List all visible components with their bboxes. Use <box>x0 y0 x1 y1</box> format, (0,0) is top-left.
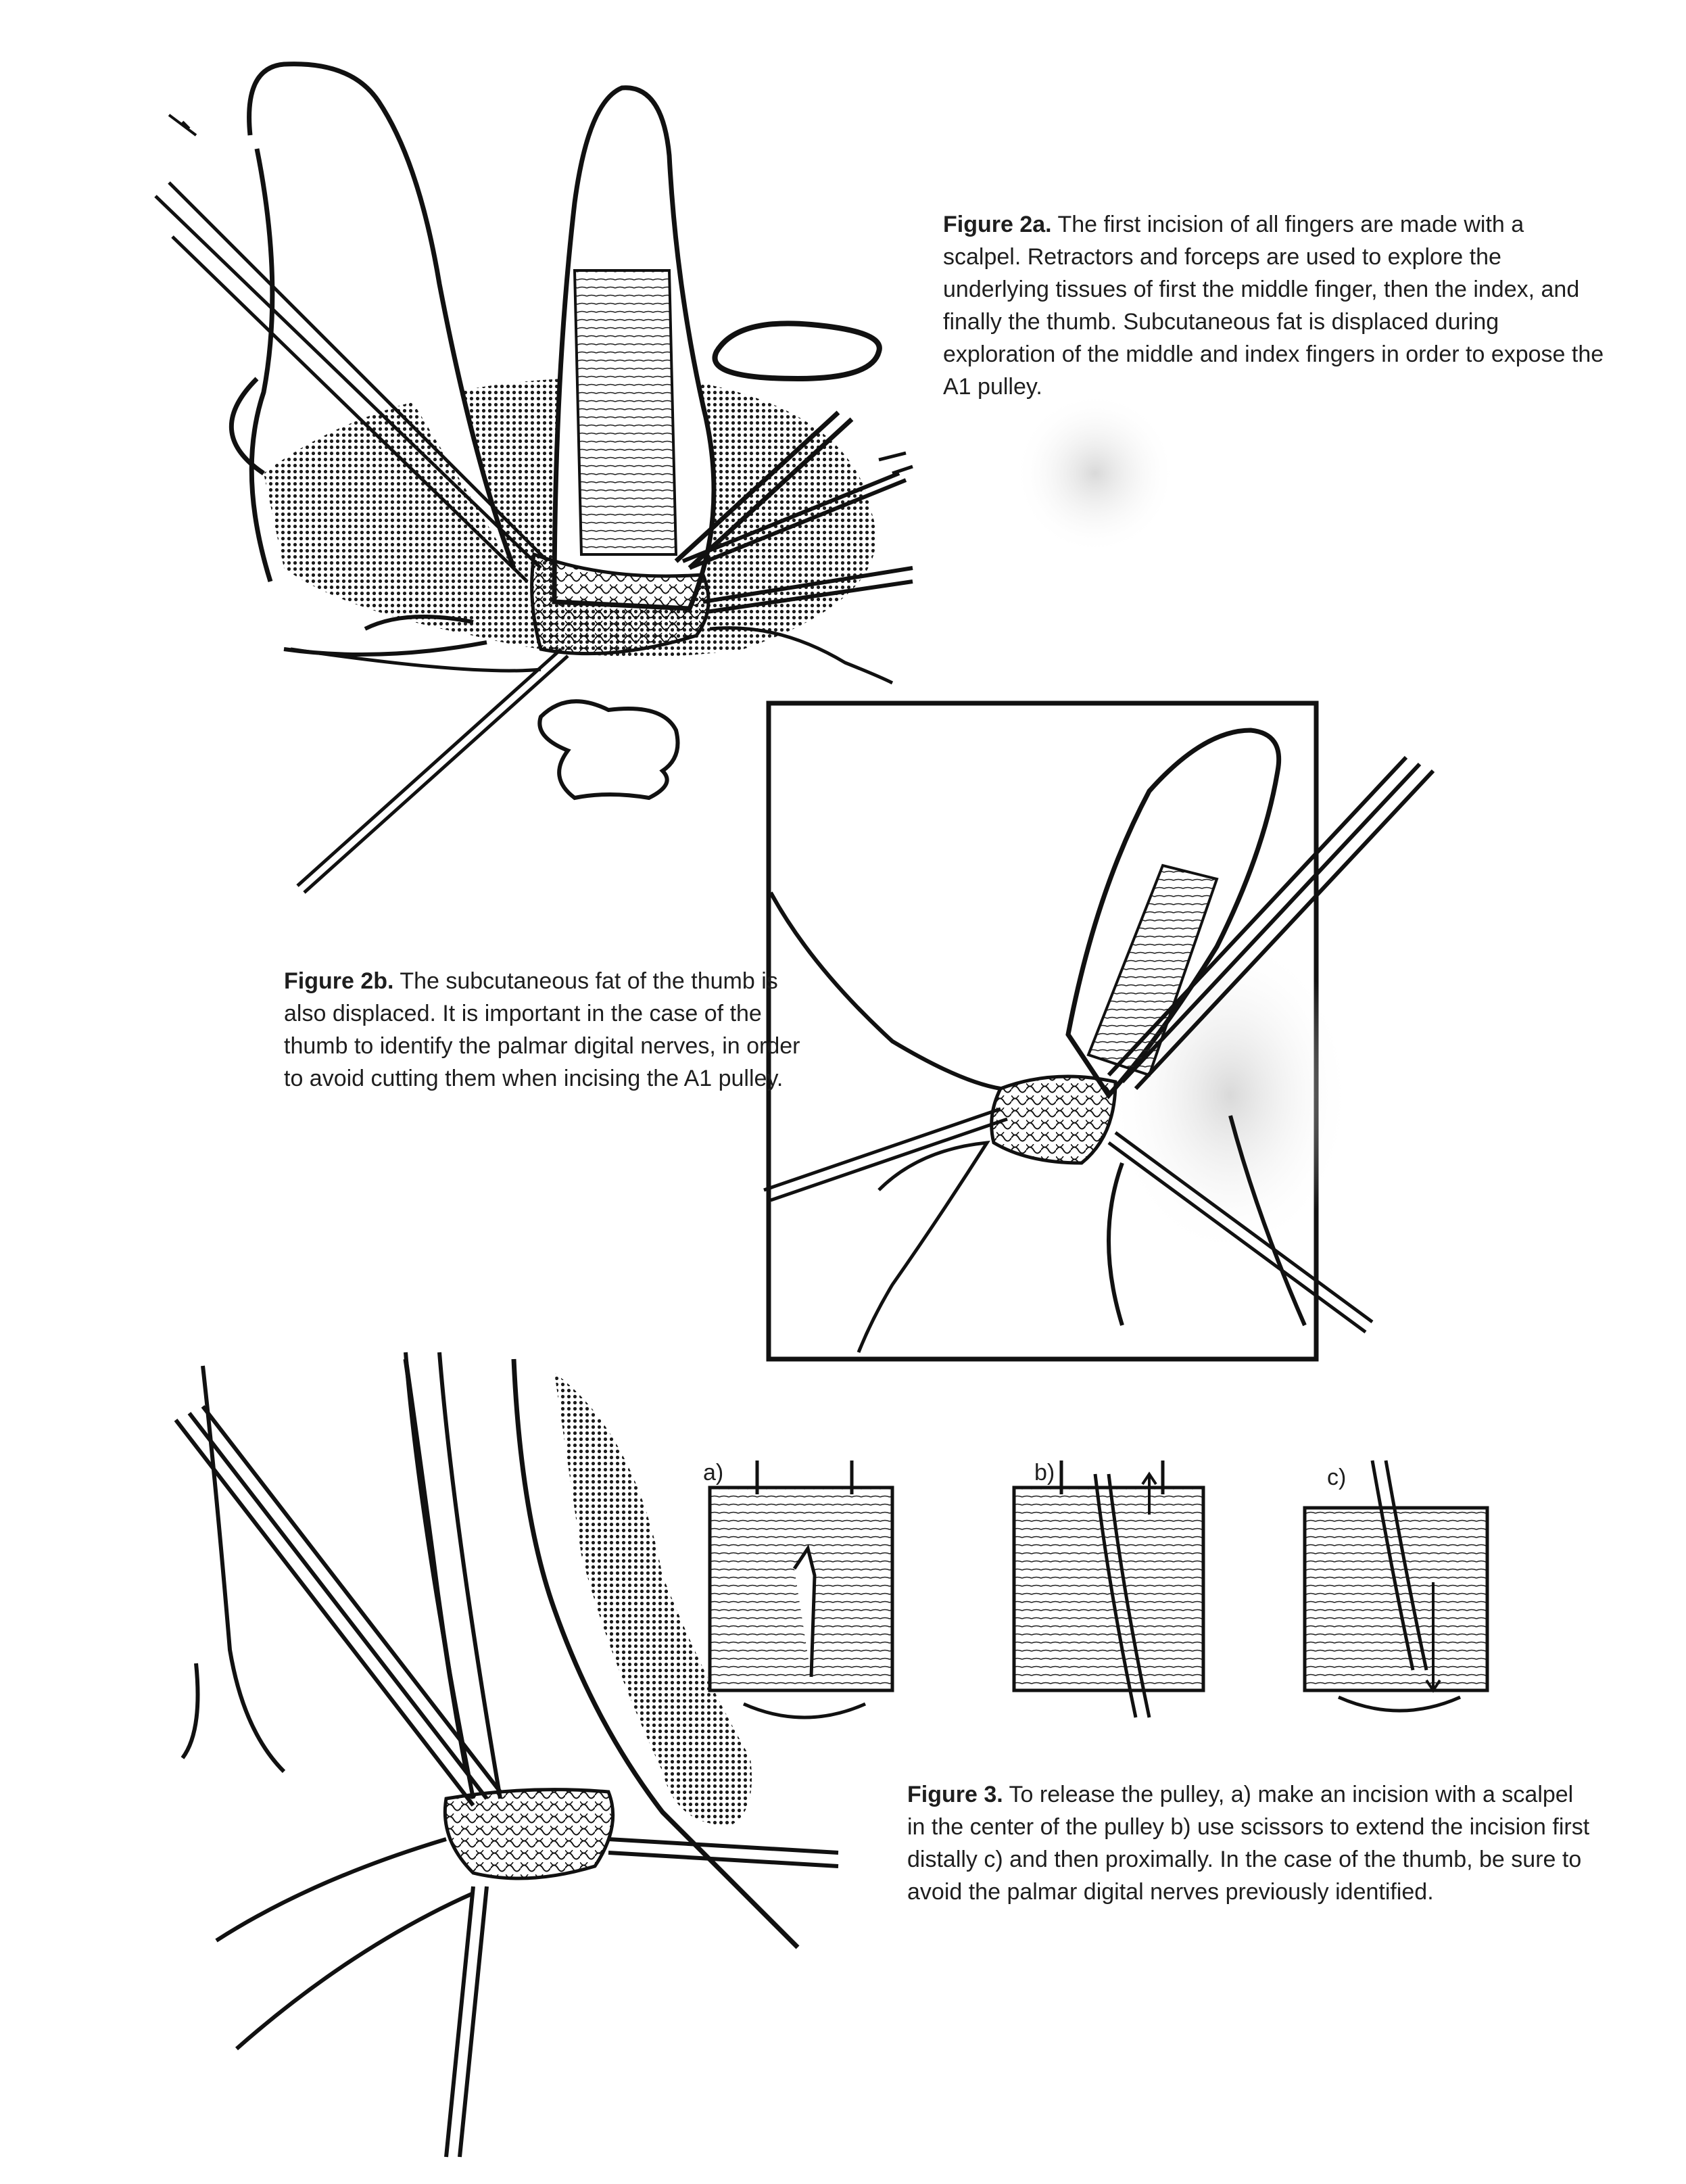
figure-3-illustration <box>176 1352 838 2157</box>
figure-2b-caption-text: The subcutaneous fat of the thumb is also displaced. It is important in the case of the thumb to identify the palmar digital nerves, in order to avoid cutting them when incising the A1 pulley. <box>284 968 800 1091</box>
figure-2a-hand-outline <box>231 149 272 581</box>
figure-3-panel-b-label: b) <box>1034 1460 1055 1486</box>
figure-3-panel-c-label: c) <box>1327 1465 1347 1490</box>
figure-2a-caption <box>943 208 1606 403</box>
figure-3-caption-text: To release the pulley, a) make an incision with a scalpel in the center of the pulley b) use scissors to extend the incision first distally c) and then proximally. In the case of the thumb, be sure to avoid the palmar digital nerves previously identified. <box>907 1782 1590 1905</box>
figure-2b-caption-title: Figure 2b. <box>284 968 394 994</box>
figure-2a-caption-title: Figure 2a. <box>943 212 1052 237</box>
figure-2b-caption <box>284 965 811 1095</box>
figure-2b-instrument-left <box>764 1109 1007 1200</box>
figure-2b-illustration <box>764 703 1433 1359</box>
figure-3-left-edge-hook <box>183 1663 198 1758</box>
figure-2b-thenar-outline <box>859 1143 987 1352</box>
figure-2a-soft-shadow <box>1014 392 1176 554</box>
figure-3-instrument-lower <box>446 1886 487 2157</box>
figure-3-panel-a-label: a) <box>703 1460 724 1486</box>
figure-2a-instrument-lower <box>297 649 568 893</box>
figure-3-panel-a <box>710 1461 892 1717</box>
figure-3-caption-title: Figure 3. <box>907 1782 1003 1807</box>
figure-3-panel-b <box>1014 1461 1203 1717</box>
figure-2a-caption-text: The first incision of all fingers are made with a scalpel. Retractors and forceps are used to explore the underlying tissues of first the middle finger, then the index, and finally the thumb. Subcutaneous fat is displaced during exploration of the middle and index fingers in order to expose the A1 pulley. <box>943 212 1604 400</box>
figure-3-caption <box>907 1778 1590 1908</box>
figure-3-instrument-right <box>608 1839 838 1866</box>
figure-3-panel-c <box>1305 1461 1487 1711</box>
figure-2b-wound-fat <box>992 1076 1115 1163</box>
figure-2a-illustration <box>155 64 1176 893</box>
figure-2a-tendon <box>575 270 676 554</box>
